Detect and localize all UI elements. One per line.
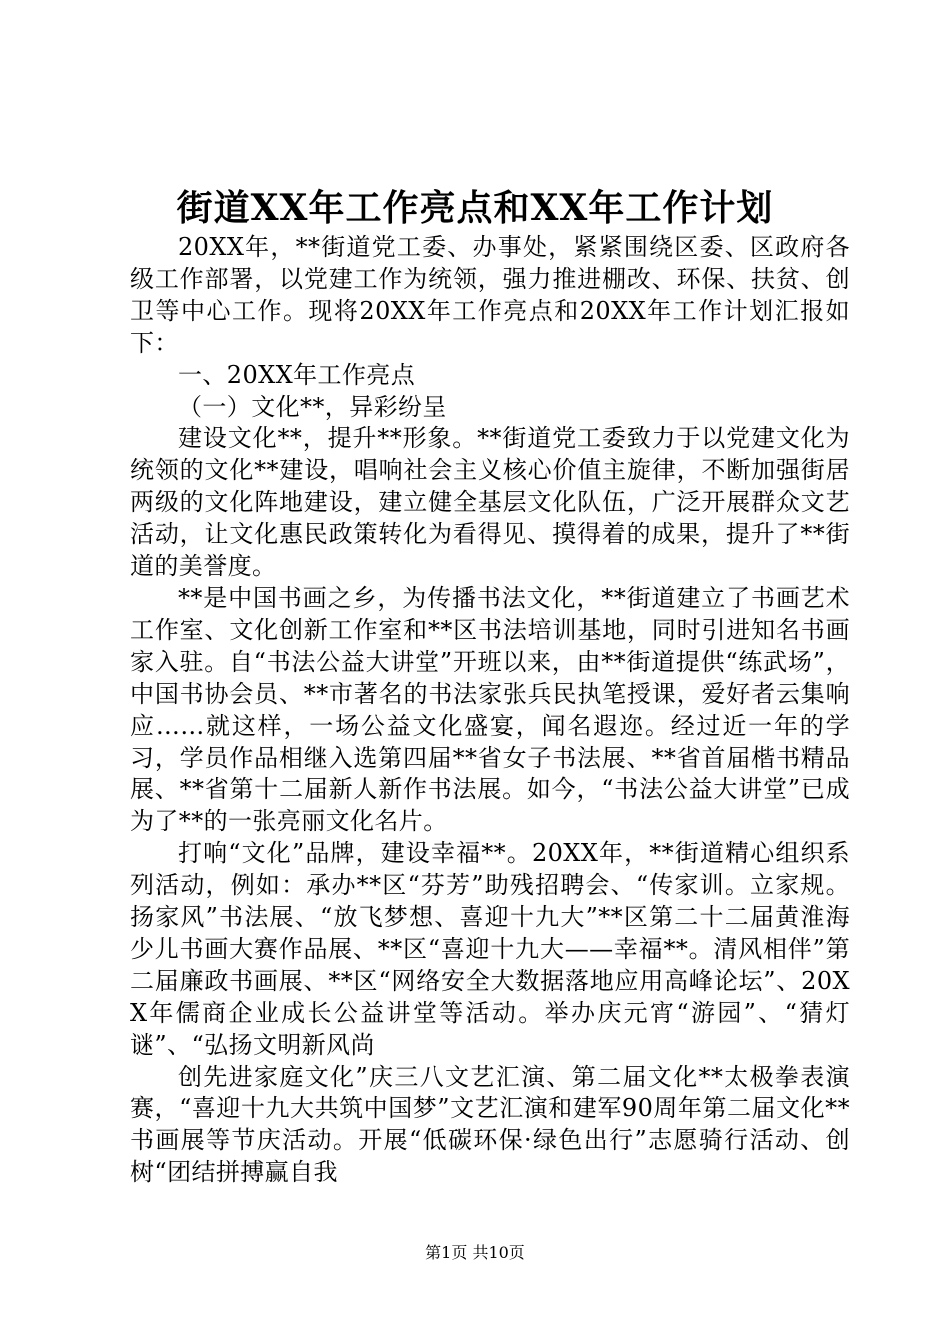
paragraph-calligraphy: **是中国书画之乡，为传播书法文化，**街道建立了书画艺术工作室、文化创新工作室和**区书法培训基地，同时引进知名书画家入驻。自“书法公益大讲堂”开班以来，由**街道提供“练武场”，中国书协会员、**市著名的书法家张兵民执笔授课，爱好者云集响应……就这样，一场公益文化盛宴，闻名遐迩。经过近一年的学习，学员作品相继入选第四届**省女子书法展、**省首届楷书精品展、**省第十二届新人新作书法展。如今，“书法公益大讲堂”已成为了**的一张亮丽文化名片。: [130, 583, 850, 836]
paragraph-culture: 建设文化**，提升**形象。**街道党工委致力于以党建文化为统领的文化**建设，唱响社会主义核心价值主旋律，不断加强街居两级的文化阵地建设，建立健全基层文化队伍，广泛开展群众文艺活动，让文化惠民政策转化为看得见、摸得着的成果，提升了**街道的美誉度。: [130, 424, 850, 581]
page-number-footer: 第1页 共10页: [425, 1243, 525, 1262]
paragraph-brand: 打响“文化”品牌，建设幸福**。20XX年，**街道精心组织系列活动，例如：承办**区“芬芳”助残招聘会、“传家训。立家规。扬家风”书法展、“放飞梦想、喜迎十九大”**区第二十二届黄淮海少儿书画大赛作品展、**区“喜迎十九大——幸福**。清风相伴”第二届廉政书画展、**区“网络安全大数据落地应用高峰论坛”、20XX年儒商企业成长公益讲堂等活动。举办庆元宵“游园”、“猜灯谜”、“弘扬文明新风尚: [130, 839, 850, 1059]
subsection-heading: （一）文化**，异彩纷呈: [178, 392, 447, 421]
section-heading: 一、20XX年工作亮点: [178, 360, 416, 389]
paragraph-intro: 20XX年，**街道党工委、办事处，紧紧围绕区委、区政府各级工作部署，以党建工作为统领，强力推进棚改、环保、扶贫、创卫等中心工作。现将20XX年工作亮点和20XX年工作计划汇报如下：: [130, 233, 850, 357]
paragraph-activities: 创先进家庭文化”庆三八文艺汇演、第二届文化**太极拳表演赛，“喜迎十九大共筑中国梦”文艺汇演和建军90周年第二届文化**书画展等节庆活动。开展“低碳环保·绿色出行”志愿骑行活动、创树“团结拼搏赢自我: [130, 1062, 850, 1187]
document-body: [130, 232, 850, 1189]
document-title: 街道XX年工作亮点和XX年工作计划: [176, 187, 774, 229]
